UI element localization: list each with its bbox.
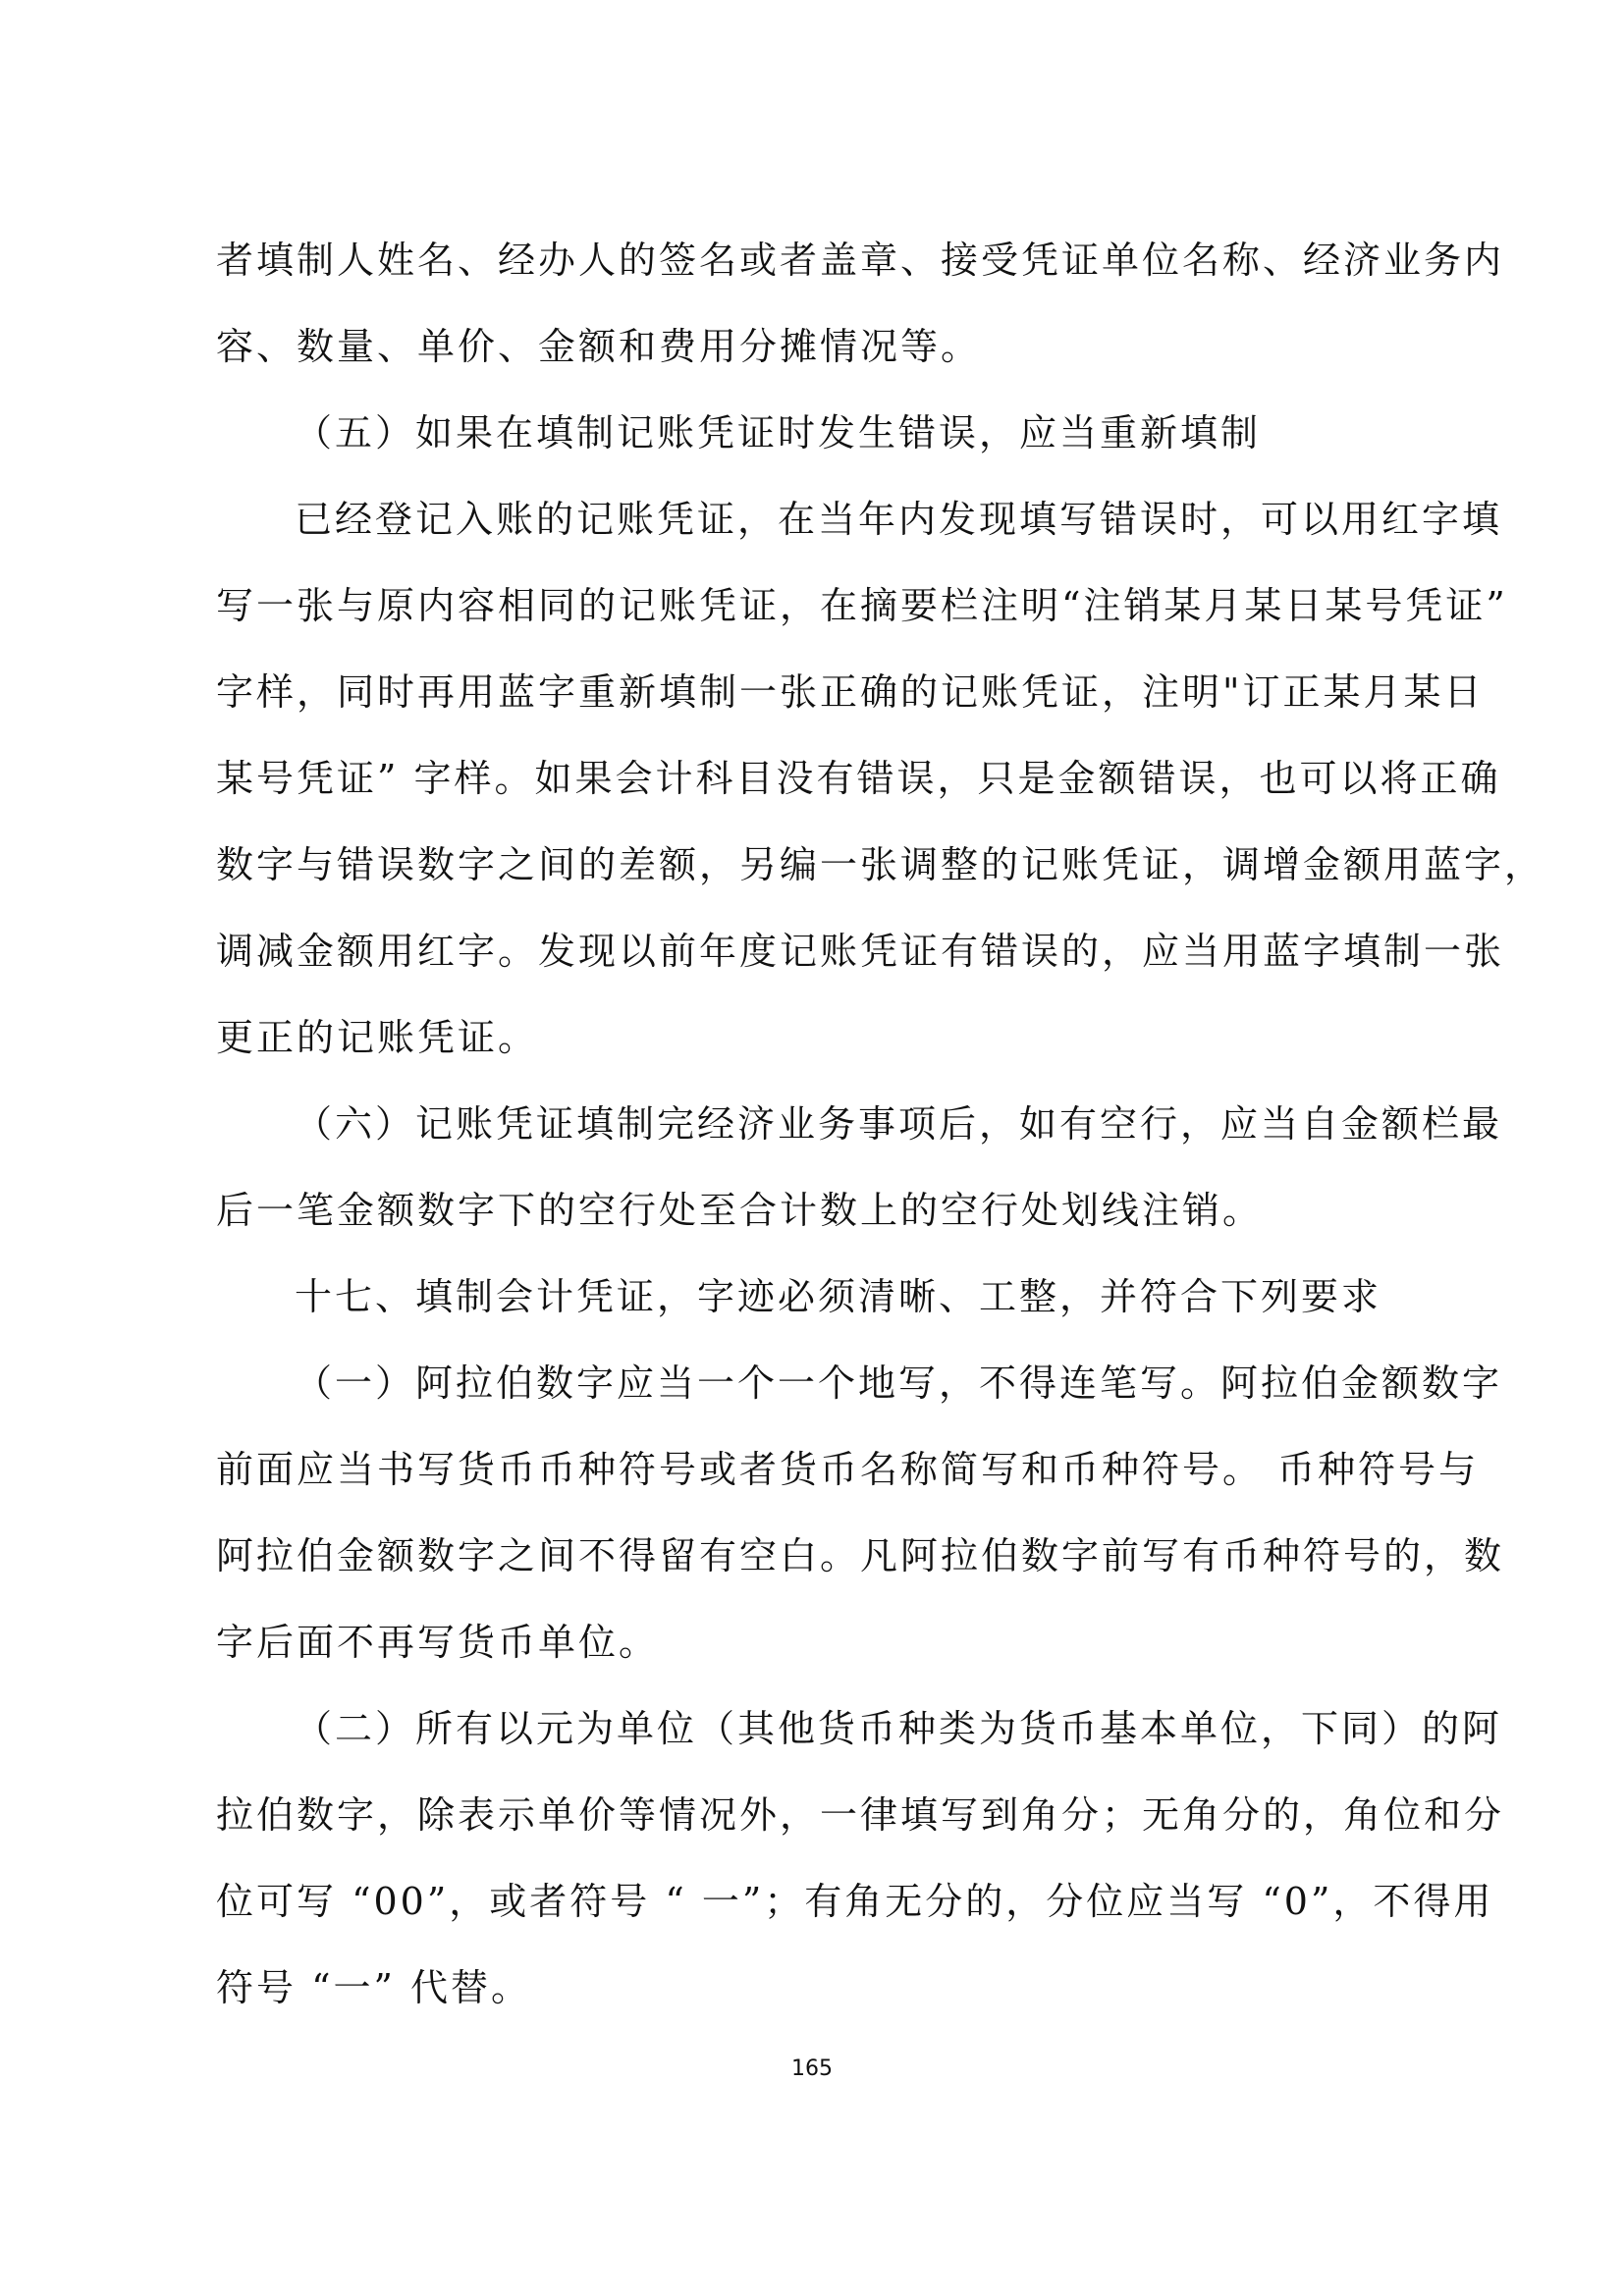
- text-line: 某号凭证” 字样。如果会计科目没有错误，只是金额错误，也可以将正确: [216, 757, 1501, 800]
- text-line: （一）阿拉伯数字应当一个一个地写，不得连笔写。阿拉伯金额数字: [295, 1362, 1503, 1405]
- text-line: 符号 “一” 代替。: [216, 1966, 532, 2009]
- text-line: 拉伯数字，除表示单价等情况外，一律填写到角分；无角分的，角位和分: [216, 1793, 1505, 1837]
- text-line: 容、数量、单价、金额和费用分摊情况等。: [216, 325, 982, 368]
- text-line: 位可写 “00”，或者符号 “ 一”；有角无分的，分位应当写 “0”，不得用: [216, 1880, 1494, 1923]
- text-line: 后一笔金额数字下的空行处至合计数上的空行处划线注销。: [216, 1189, 1264, 1232]
- section-heading-five: （五）如果在填制记账凭证时发生错误，应当重新填制: [295, 411, 1262, 454]
- text-line: 阿拉伯金额数字之间不得留有空白。凡阿拉伯数字前写有币种符号的，数: [216, 1534, 1505, 1577]
- text-line: 更正的记账凭证。: [216, 1016, 539, 1059]
- text-line: 数字与错误数字之间的差额，另编一张调整的记账凭证，调增金额用蓝字，: [216, 843, 1545, 886]
- text-line: 者填制人姓名、经办人的签名或者盖章、接受凭证单位名称、经济业务内: [216, 239, 1505, 282]
- text-line: 字后面不再写货币单位。: [216, 1621, 660, 1664]
- text-line: 写一张与原内容相同的记账凭证，在摘要栏注明“注销某月某日某号凭证”: [216, 584, 1508, 627]
- text-line: 字样，同时再用蓝字重新填制一张正确的记账凭证，注明"订正某月某日: [216, 670, 1485, 714]
- text-line: 调减金额用红字。发现以前年度记账凭证有错误的，应当用蓝字填制一张: [216, 930, 1505, 973]
- text-line: 前面应当书写货币币种符号或者货币名称简写和币种符号。 币种符号与: [216, 1448, 1480, 1491]
- page-number: 165: [791, 2056, 833, 2081]
- text-line: 已经登记入账的记账凭证，在当年内发现填写错误时，可以用红字填: [295, 498, 1503, 541]
- article-heading-seventeen: 十七、填制会计凭证，字迹必须清晰、工整，并符合下列要求: [295, 1275, 1382, 1318]
- section-heading-six: （六）记账凭证填制完经济业务事项后，如有空行，应当自金额栏最: [295, 1102, 1503, 1146]
- text-line: （二）所有以元为单位（其他货币种类为货币基本单位，下同）的阿: [295, 1707, 1503, 1750]
